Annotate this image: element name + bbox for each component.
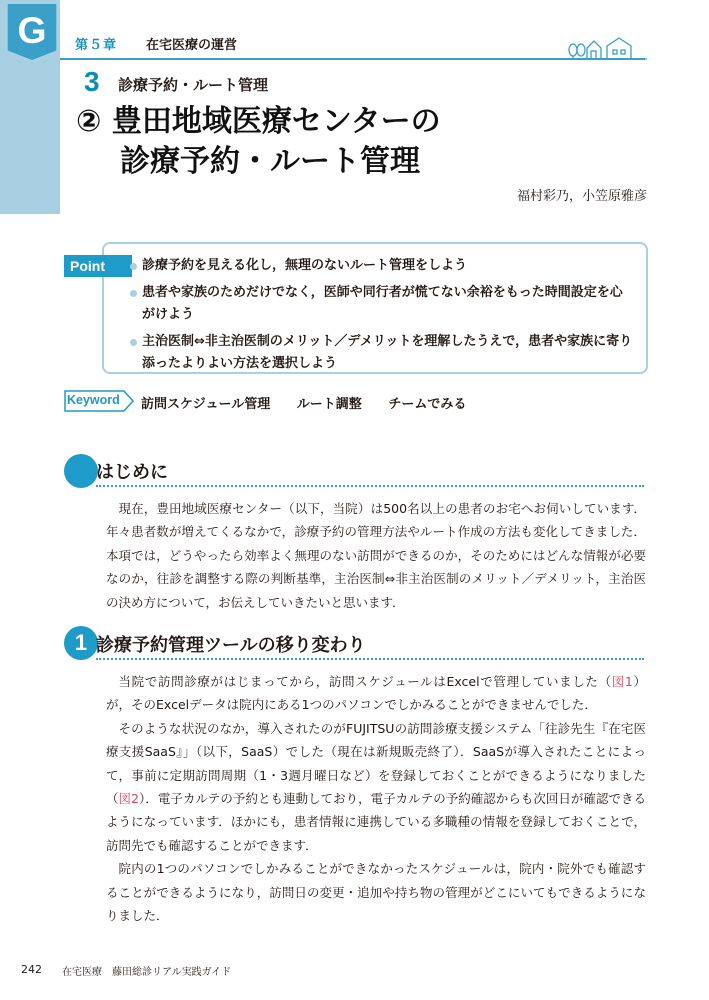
point-item: 診療予約を見える化し，無理のないルート管理をしよう — [130, 255, 635, 277]
text-run: そのような状況のなか，導入されたのがFUJITSUの訪問診療支援システム「往診先生『在宅医療支援SaaS』」（以下，SaaS）でした（現在は新規販売終了）．SaaSが導入されたことによって，事前に定期訪問周期（1・3週月曜日など）を登録しておくことができるようになりました（ — [106, 720, 646, 807]
section1-paragraph-2 — [106, 717, 646, 857]
keyword-item: 訪問スケジュール管理 — [141, 397, 271, 412]
text-run: ）が，そのExcelデータは院内にある1つのパソコンでしかみることができませんでした． — [106, 674, 646, 713]
intro-heading: はじめに — [96, 462, 168, 483]
section1-heading-rule — [96, 658, 644, 660]
keyword-list — [141, 393, 488, 412]
section1-paragraph-3: 院内の1つのパソコンでしかみることができなかったスケジュールは，院内・院外でも確認することができるようになり，訪問日の変更・追加や持ち物の管理がどこにいてもできるようになりました． — [106, 861, 646, 924]
figure-ref-2[interactable]: 図2 — [118, 791, 140, 807]
point-label: Point — [64, 255, 132, 277]
intro-heading-circle — [64, 454, 98, 488]
page-title — [76, 102, 441, 182]
section-number: 3 — [84, 66, 100, 97]
text-run: 当院で訪問診療がはじまってから，訪問スケジュールはExcelで管理していました（ — [118, 674, 612, 689]
section1-body — [106, 670, 646, 927]
page-number: 242 — [21, 963, 42, 976]
chapter-label: 第５章 — [75, 38, 118, 53]
point-list — [130, 255, 635, 375]
chapter-g-icon — [4, 4, 60, 60]
title-line-1: 豊田地域医療センターの — [111, 104, 441, 139]
intro-body — [106, 497, 646, 614]
section1-heading: 診療予約管理ツールの移り変わり — [96, 635, 366, 656]
keyword-item: ルート調整 — [296, 397, 362, 412]
chapter-rule — [60, 58, 645, 60]
section1-paragraph-1 — [106, 670, 646, 717]
svg-text:G: G — [17, 9, 47, 52]
authors: 福村彩乃，小笠原雅彦 — [516, 189, 647, 204]
figure-ref-1[interactable]: 図1 — [611, 674, 633, 689]
intro-heading-rule — [96, 485, 644, 487]
title-number: ② — [76, 104, 102, 139]
section1-number: 1 — [64, 626, 98, 660]
houses-icon — [567, 36, 647, 60]
footer-book-title: 在宅医療 藤田総診リアル実践ガイド — [62, 967, 232, 978]
title-line-2: 診療予約・ルート管理 — [120, 144, 420, 179]
point-item: 患者や家族のためだけでなく，医師や同行者が慌てない余裕をもった時間設定を心がけよう — [130, 282, 635, 326]
keyword-label: Keyword — [67, 393, 120, 407]
chapter-title: 在宅医療の運営 — [146, 38, 238, 53]
intro-paragraph: 現在，豊田地域医療センター（以下，当院）は500名以上の患者のお宅へお伺いしています．年々患者数が増えてくるなかで，診療予約の管理方法やルート作成の方法も変化してきました．本項では，どうやったら効率よく無理のない訪問ができるのか，そのためにはどんな情報が必要なのか，往診を調整する際の判断基準，主治医制⇔非主治医制のメリット／デメリット，主治医の決め方について，お伝えしていきたいと思います． — [106, 501, 646, 610]
section-title: 診療予約・ルート管理 — [118, 76, 269, 94]
text-run: ）．電子カルテの予約とも連動しており，電子カルテの予約確認からも次回日が確認できるようになっています．ほかにも，患者情報に連携している多職種の情報を登録しておくことで，訪問先でも確認することができます． — [106, 791, 646, 853]
point-item: 主治医制⇔非主治医制のメリット／デメリットを理解したうえで，患者や家族に寄り添ったよりよい方法を選択しよう — [130, 331, 635, 375]
keyword-item: チームでみる — [388, 397, 467, 412]
